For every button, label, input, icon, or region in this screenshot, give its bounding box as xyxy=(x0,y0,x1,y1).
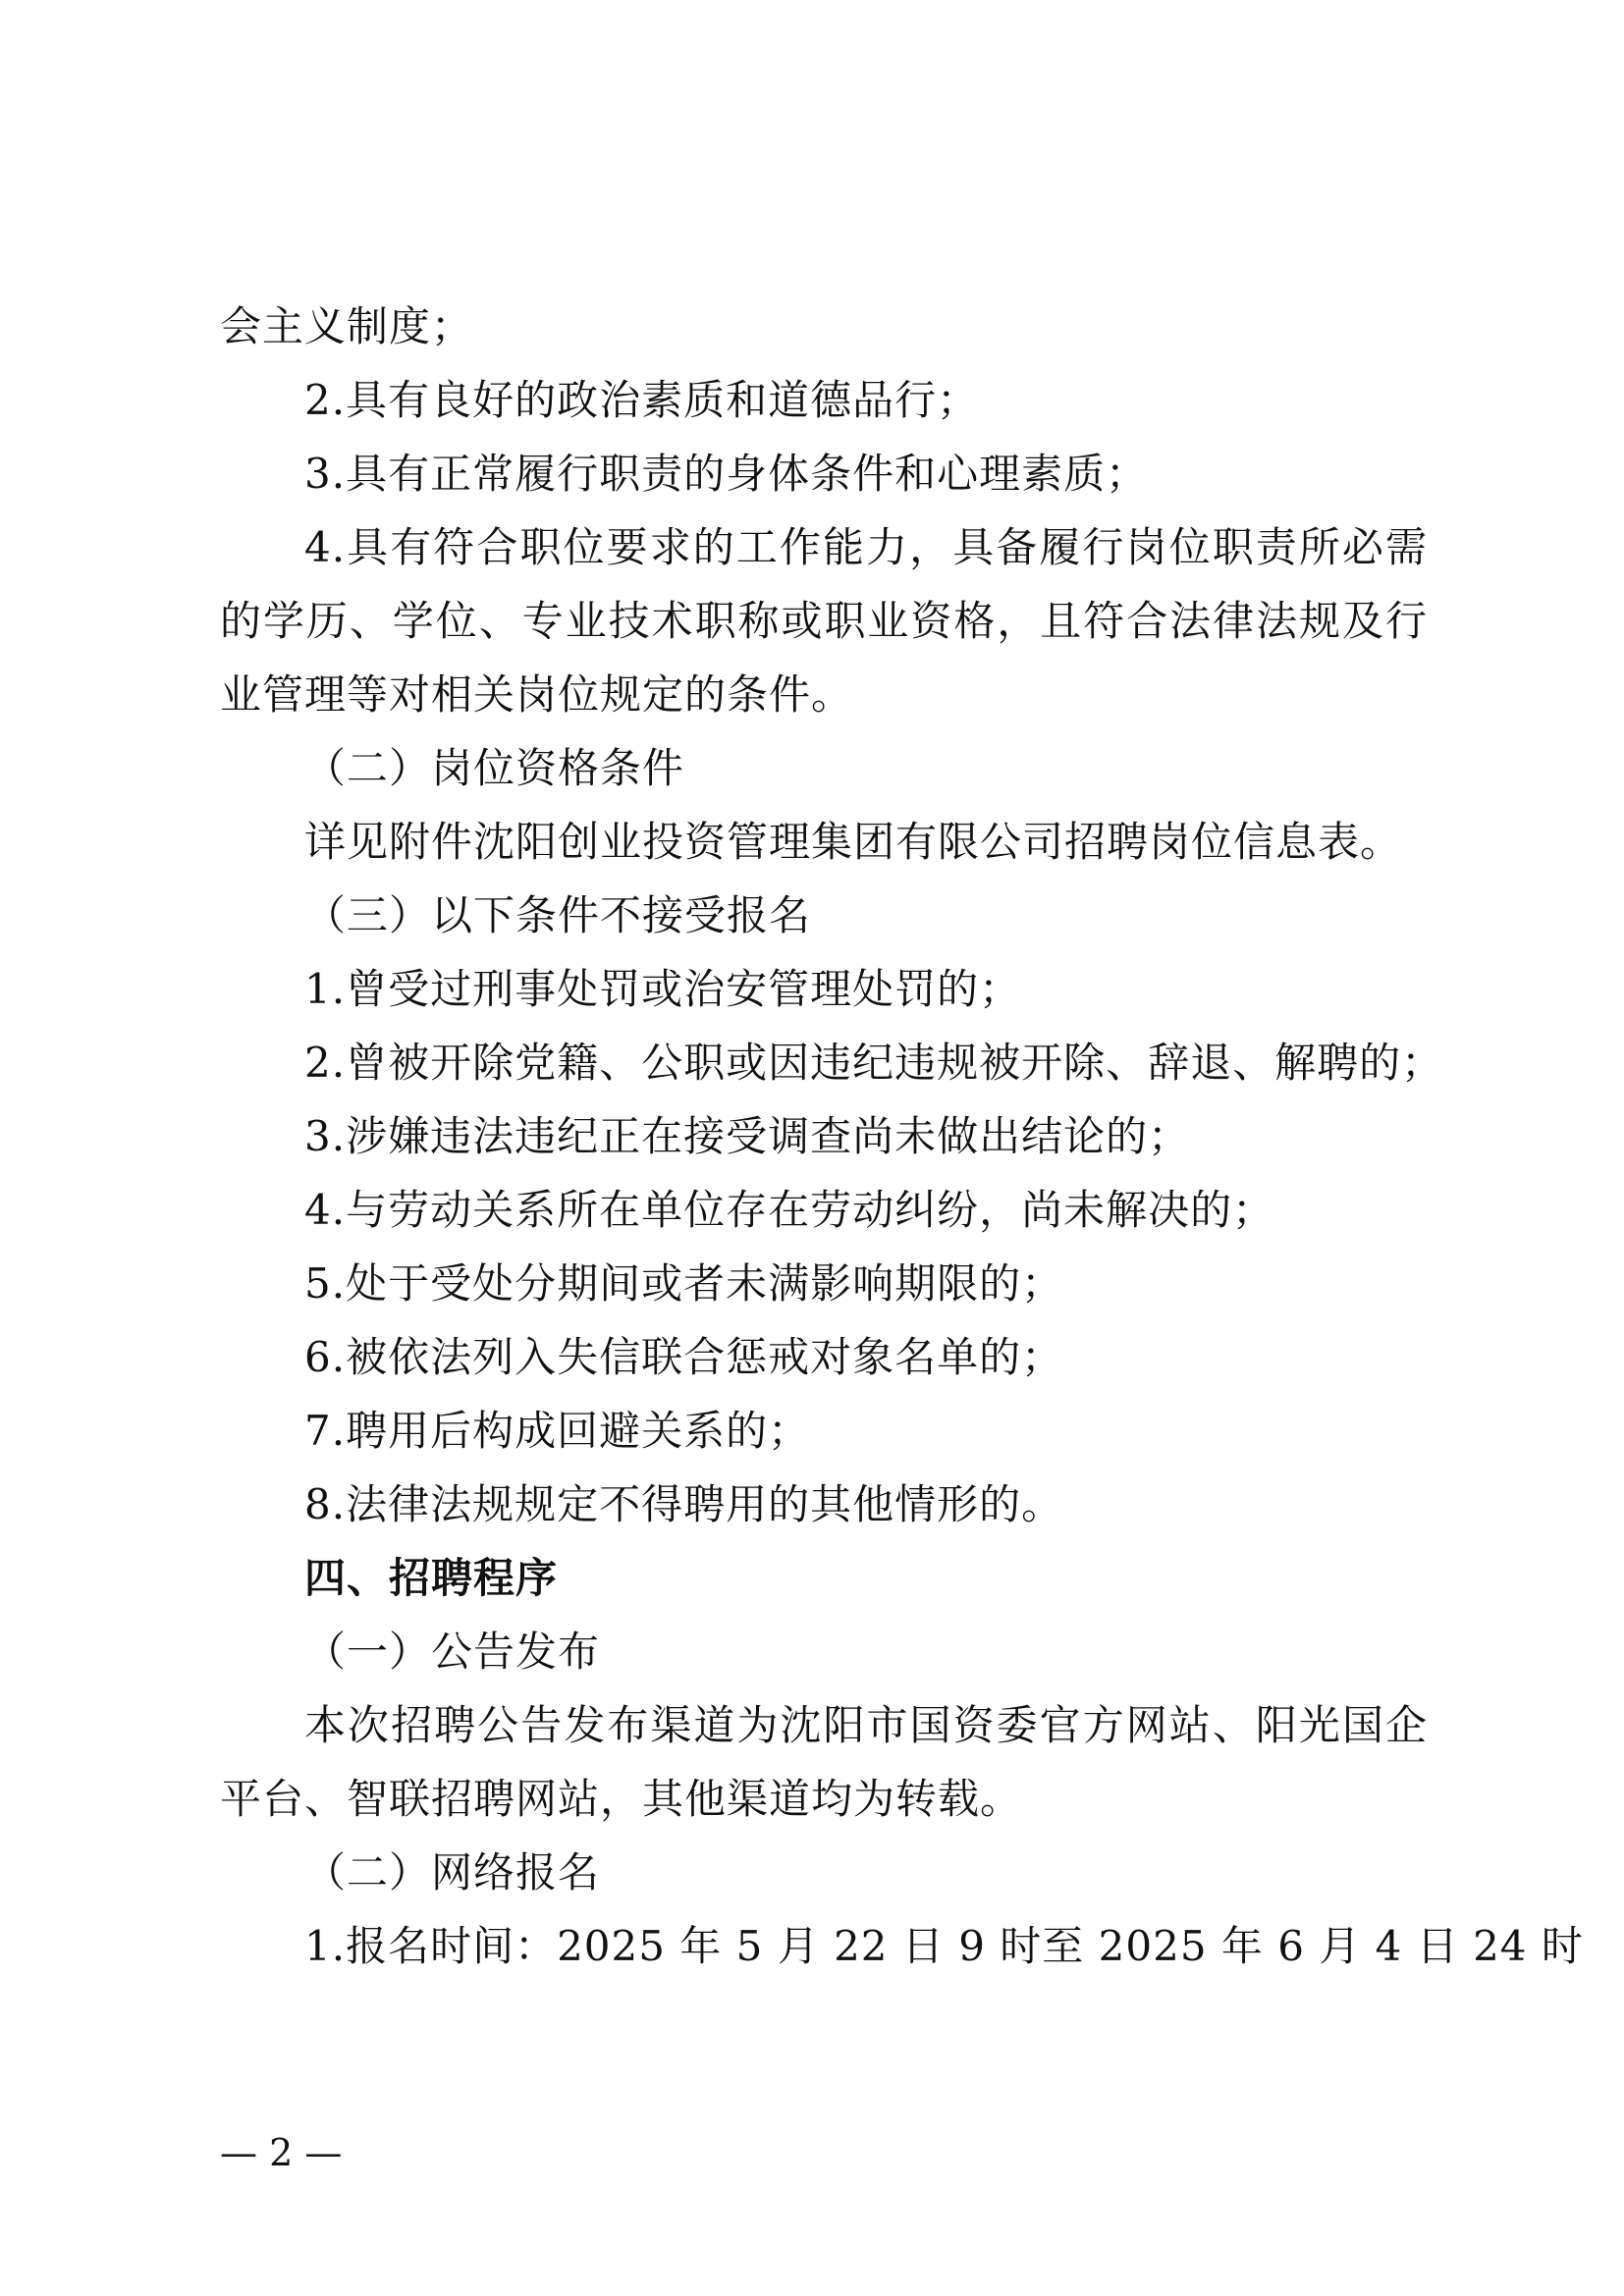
list-item: 2.具有良好的政治素质和道德品行； xyxy=(304,376,980,424)
section-heading: （二）岗位资格条件 xyxy=(304,744,685,792)
list-item: 1.报名时间：2025 年 5 月 22 日 9 时至 2025 年 6 月 4 日 24 时 xyxy=(304,1922,1584,1970)
list-item: 6.被依法列入失信联合惩戒对象名单的； xyxy=(304,1333,1064,1381)
list-item: 5.处于受处分期间或者未满影响期限的； xyxy=(304,1259,1064,1308)
list-item: 7.聘用后构成回避关系的； xyxy=(304,1407,811,1455)
section-heading: （一）公告发布 xyxy=(304,1628,601,1676)
paragraph-line: 业管理等对相关岗位规定的条件。 xyxy=(220,670,854,719)
paragraph-line: 本次招聘公告发布渠道为沈阳市国资委官方网站、阳光国企 xyxy=(304,1701,1428,1749)
main-heading: 四、招聘程序 xyxy=(304,1554,559,1602)
paragraph-line: 会主义制度； xyxy=(220,302,474,350)
paragraph-line: 平台、智联招聘网站，其他渠道均为转载。 xyxy=(220,1775,1023,1823)
list-item: 3.具有正常履行职责的身体条件和心理素质； xyxy=(304,450,1149,498)
list-item: 2.曾被开除党籍、公职或因违纪违规被开除、辞退、解聘的； xyxy=(304,1039,1444,1087)
section-heading: （二）网络报名 xyxy=(304,1848,601,1896)
paragraph-line: 详见附件沈阳创业投资管理集团有限公司招聘岗位信息表。 xyxy=(304,818,1403,866)
paragraph-line: 的学历、学位、专业技术职称或职业资格，且符合法律法规及行 xyxy=(220,597,1428,645)
list-item: 3.涉嫌违法违纪正在接受调查尚未做出结论的； xyxy=(304,1112,1191,1160)
page-number: — 2 — xyxy=(220,2131,343,2174)
list-item: 8.法律法规规定不得聘用的其他情形的。 xyxy=(304,1480,1064,1528)
list-item: 1.曾受过刑事处罚或治安管理处罚的； xyxy=(304,965,1022,1013)
list-item: 4.与劳动关系所在单位存在劳动纠纷，尚未解决的； xyxy=(304,1186,1275,1234)
section-heading: （三）以下条件不接受报名 xyxy=(304,891,812,939)
list-item: 4.具有符合职位要求的工作能力，具备履行岗位职责所必需 xyxy=(304,523,1428,571)
